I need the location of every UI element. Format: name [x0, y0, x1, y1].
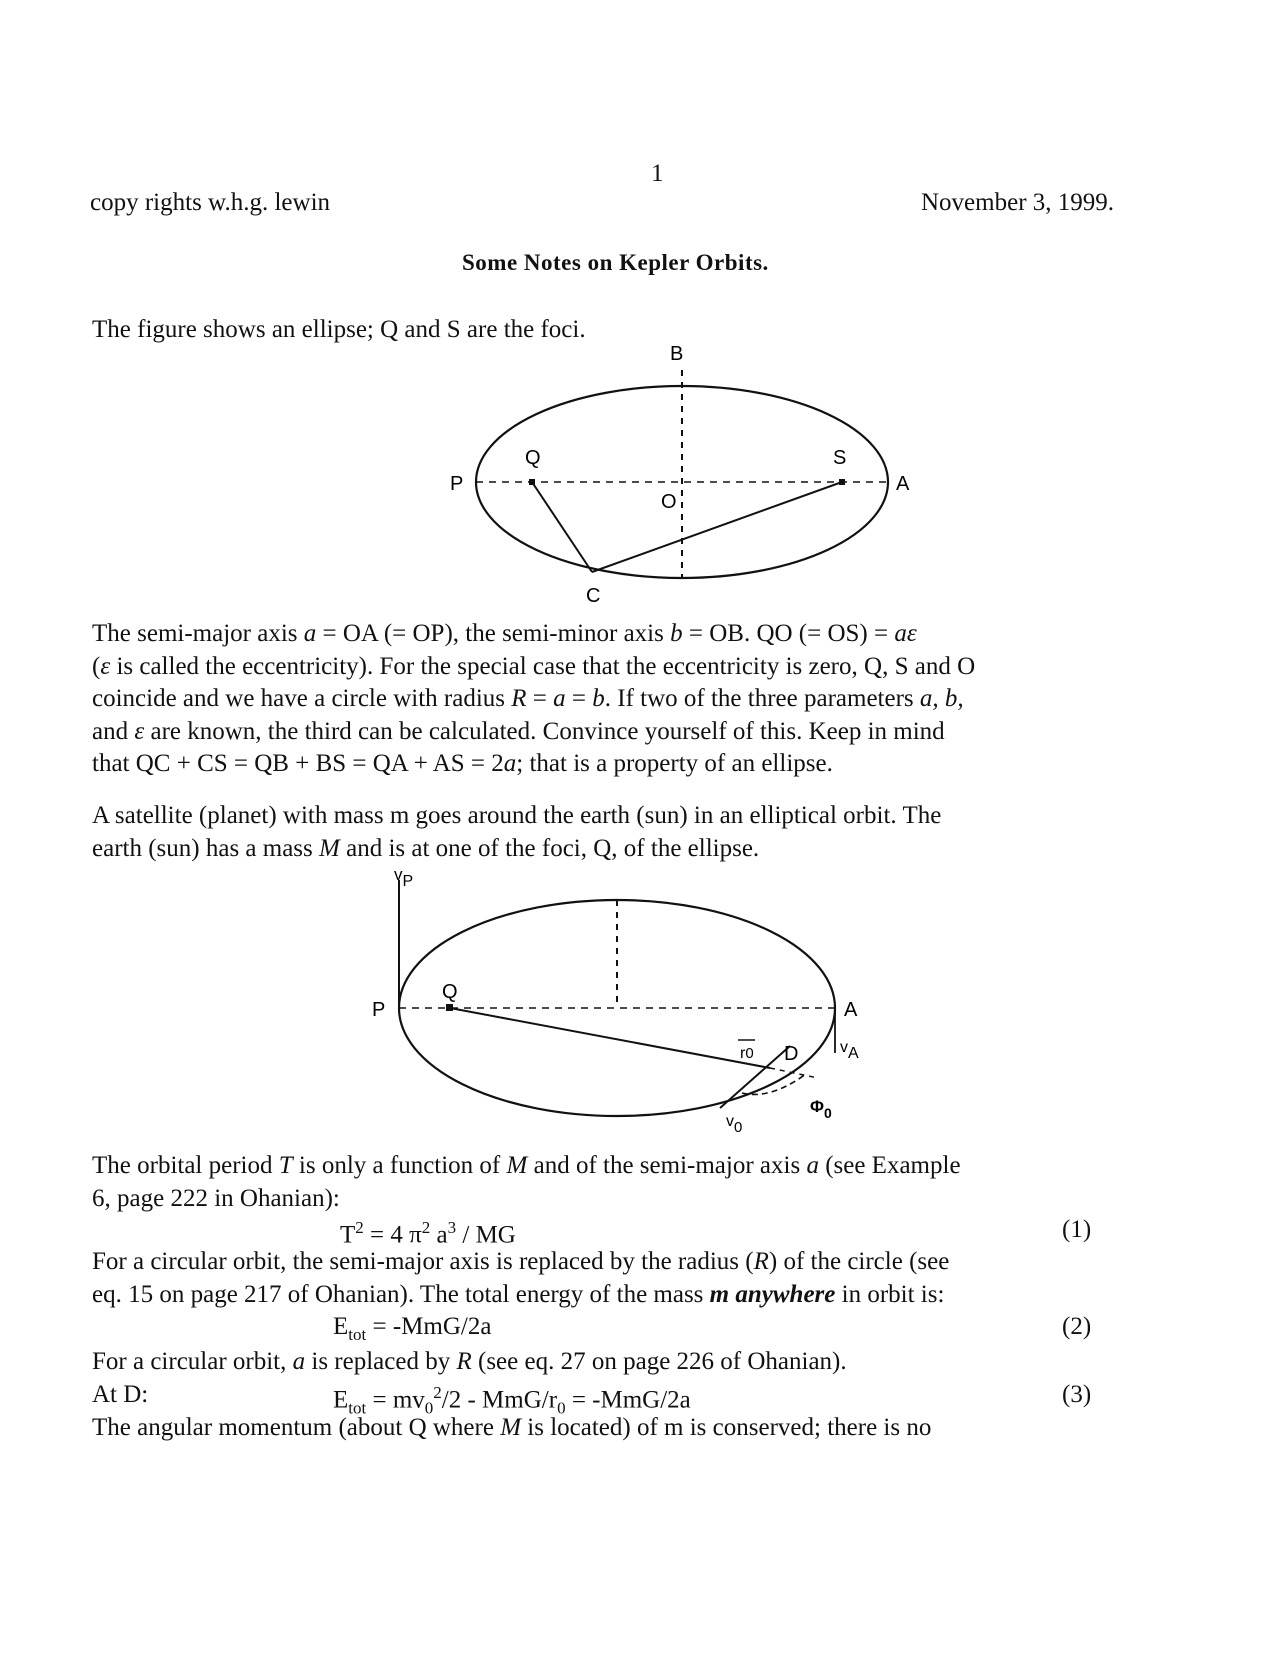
- copyright-text: copy rights w.h.g. lewin: [90, 189, 331, 216]
- v0-vector: [720, 1046, 790, 1108]
- equation-2: $E_{tot} = -MmG/2a$: [333, 1313, 492, 1344]
- focus-S-dot: [839, 479, 845, 485]
- equation-2-number: (2): [1062, 1313, 1092, 1340]
- equation-1-number: (1): [1062, 1216, 1092, 1243]
- paragraph-satellite: A satellite (planet) with mass m goes around the earth (sun) in an elliptical orbit. The earth (sun) has a mass M and is at one of the foci, Q, of the ellipse.: [92, 802, 942, 862]
- paragraph-ellipse-definition: The semi-major axis a = OA (= OP), the semi-minor axis b = OB. QO (= OS) = aε (ε is called the eccentricity). For the special case that the eccentricity is zero, Q, S and O coincide and we have a circle with radius R = a = b. If two of the three parameters a, b, and ε are known, the third can be calculated. Convince yourself of this. Keep in mind that QC + CS = QB + BS = QA + AS = 2a; that is a property of an ellipse.: [92, 620, 976, 777]
- orbit-figure: [370, 868, 890, 1148]
- ellipse-figure: [430, 340, 930, 610]
- label-A: A: [896, 473, 910, 495]
- label-P: P: [372, 999, 386, 1021]
- r0-vector: [450, 1008, 770, 1068]
- label-vA: vA: [840, 1039, 859, 1062]
- phi0-angle-arc: [742, 1074, 806, 1094]
- label-phi0: $\Phi_0$: [810, 1097, 832, 1121]
- segment-QC: [532, 482, 592, 572]
- equation-3-label: At D:: [92, 1381, 149, 1408]
- label-S: S: [833, 447, 847, 469]
- r0-extension-dashed: [770, 1068, 818, 1078]
- label-Q: Q: [442, 981, 458, 1003]
- page-title: Some Notes on Kepler Orbits.: [462, 250, 769, 275]
- label-D: D: [784, 1043, 799, 1065]
- label-B: B: [670, 343, 684, 365]
- label-P: P: [450, 473, 464, 495]
- intro-text: The figure shows an ellipse; Q and S are the foci.: [92, 316, 586, 343]
- date-text: November 3, 1999.: [921, 189, 1115, 216]
- equation-3: $E_{tot} = mv_0^2/2 - MmG/r_0 = -MmG/2a$: [333, 1383, 691, 1418]
- focus-Q-dot: [446, 1004, 453, 1011]
- paragraph-angular-momentum: The angular momentum (about Q where M is located) of m is conserved; there is no: [92, 1414, 932, 1441]
- equation-1: $T^2 = 4$ $\pi^2$ $a^3$ / MG: [340, 1218, 516, 1249]
- paragraph-circular-replacement: For a circular orbit, a is replaced by R (see eq. 27 on page 226 of Ohanian).: [92, 1348, 847, 1375]
- equation-3-number: (3): [1062, 1381, 1092, 1408]
- label-vP: vP: [394, 868, 414, 890]
- label-O: O: [661, 491, 677, 513]
- label-r0: r0: [740, 1045, 754, 1062]
- label-A: A: [844, 999, 858, 1021]
- paragraph-orbital-period: The orbital period T is only a function of M and of the semi-major axis a (see Example 6, page 222 in Ohanian):: [92, 1152, 961, 1212]
- label-Q: Q: [525, 447, 541, 469]
- label-v0: v0: [726, 1113, 743, 1136]
- page-number: 1: [651, 160, 664, 187]
- label-C: C: [586, 585, 601, 607]
- paragraph-circular-orbit: For a circular orbit, the semi-major axis is replaced by the radius (R) of the circle (see eq. 15 on page 217 of Ohanian). The total energy of the mass m anywhere in orbit is:: [92, 1248, 950, 1308]
- focus-Q-dot: [529, 479, 535, 485]
